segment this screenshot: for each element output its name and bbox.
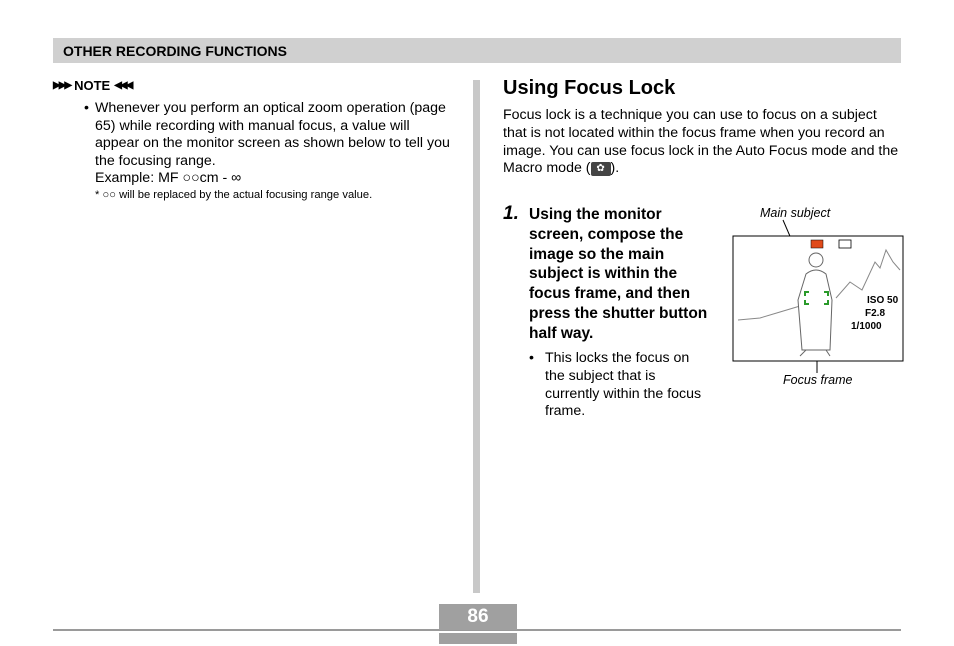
page-number-base [439,633,517,644]
page-number-box [439,604,517,644]
page-number: 86 [439,604,517,630]
macro-flower-icon: ✿ [591,162,611,176]
note-example: Example: MF ○○cm - ∞ [95,170,242,186]
note-bullet-text: Whenever you perform an optical zoom operation (page 65) while recording with manual focus, a value will appear on the monitor screen as shown below to tell you the focusing range. [95,100,450,169]
intro-text-end: ). [610,160,620,177]
step-sub-text: This locks the focus on the subject that is currently within the focus frame. [545,350,702,420]
step-number: 1. [503,203,519,224]
note-footnote: * ○○ will be replaced by the actual focusing range value. [95,189,373,201]
screen-shutter: 1/1000 [851,321,882,332]
subject-head [809,253,823,267]
screen-aperture: F2.8 [865,308,886,319]
bullet-icon: • [529,350,534,366]
record-indicator [811,240,823,248]
section-title: Using Focus Lock [503,77,676,99]
intro-text: Focus lock is a technique you can use to focus on a subject that is not located within the focus frame when you record an image. You can use focus lock in the Auto Focus mode and the Macro mode ( [503,107,899,177]
step-text: Using the monitor screen, compose the image so the main subject is within the focus frame, and then press the shutter button half way. [529,206,708,342]
note-arrows-left-icon: ◀◀◀ [114,80,132,91]
card-icon [839,240,851,248]
section-header-title: OTHER RECORDING FUNCTIONS [63,43,287,59]
subject-body [798,270,832,350]
label-main-subject: Main subject [760,206,831,220]
note-arrows-right-icon: ▶▶▶ [53,80,71,91]
label-focus-frame: Focus frame [783,373,853,387]
bullet-icon: • [84,100,89,116]
note-label: NOTE [74,78,111,93]
screen-iso: ISO 50 [867,295,899,306]
